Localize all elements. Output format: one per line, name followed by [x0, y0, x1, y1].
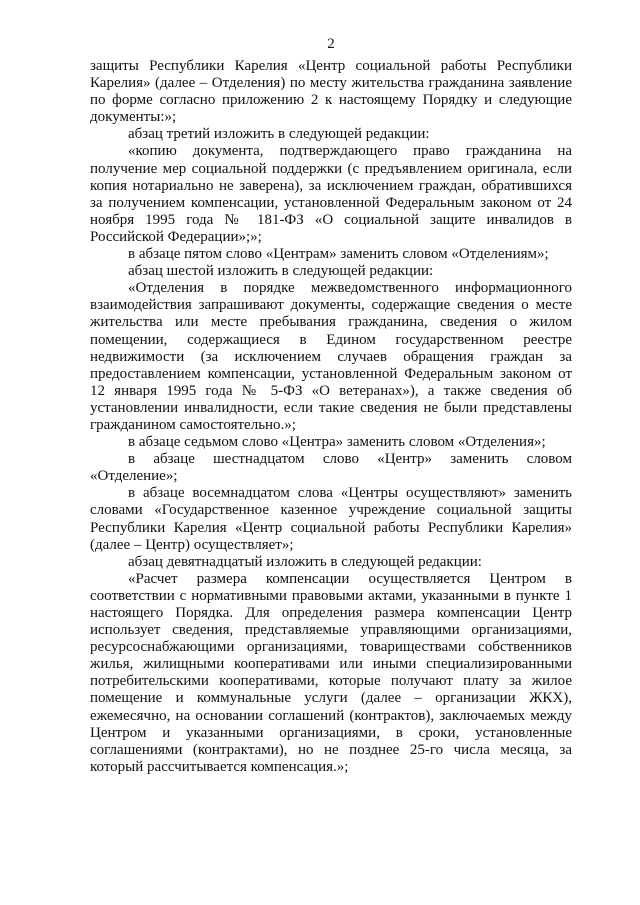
paragraph: защиты Республики Карелия «Центр социальной работы Республики Карелия» (далее – Отделения) по месту жительства гражданина заявление по форме согласно приложению 2 к настоящему Порядку и следующие документы:»; — [90, 58, 572, 126]
paragraph: «копию документа, подтверждающего право гражданина на получение мер социальной поддержки (с предъявлением оригинала, если копия нотариально не заверена), за исключением граждан, обратившихся за получением компенсации, установленной Федеральным законом от 24 ноября 1995 года № 181-ФЗ «О социальной защите инвалидов в Российской Федерации»;»; — [90, 143, 572, 245]
paragraph: в абзаце восемнадцатом слова «Центры осуществляют» заменить словами «Государственное казенное учреждение социальной защиты Республики Карелия «Центр социальной работы Республики Карелия» (далее – Центр) осуществляет»; — [90, 485, 572, 553]
document-body — [90, 58, 572, 776]
paragraph: абзац девятнадцатый изложить в следующей редакции: — [128, 553, 482, 570]
paragraph: в абзаце шестнадцатом слово «Центр» заменить словом «Отделение»; — [90, 451, 572, 485]
paragraph: в абзаце пятом слово «Центрам» заменить словом «Отделениям»; — [128, 246, 549, 263]
page-number: 2 — [327, 36, 335, 52]
paragraph: абзац третий изложить в следующей редакции: — [128, 126, 430, 143]
paragraph: абзац шестой изложить в следующей редакции: — [128, 263, 434, 280]
paragraph: в абзаце седьмом слово «Центра» заменить словом «Отделения»; — [128, 434, 546, 451]
paragraph: «Отделения в порядке межведомственного информационного взаимодействия запрашивают документы, содержащие сведения о месте жительства или месте пребывания гражданина, сведения о жилом помещении, содержащиеся в Едином государственном реестре недвижимости (за исключением случаев обращения граждан за предоставлением компенсации, установленной Федеральным законом от 12 января 1995 года № 5-ФЗ «О ветеранах»), а также сведения об установлении инвалидности, если такие сведения не были представлены гражданином самостоятельно.»; — [90, 280, 572, 433]
document-page — [90, 36, 572, 776]
paragraph: «Расчет размера компенсации осуществляется Центром в соответствии с нормативными правовыми актами, указанными в пункте 1 настоящего Порядка. Для определения размера компенсации Центр использует сведения, представляемые управляющими организациями, ресурсоснабжающими организациями, товариществами собственников жилья, жилищными кооперативами или иными специализированными потребительскими кооперативами, которые получают плату за жилое помещение и коммунальные услуги (далее – организации ЖКХ), ежемесячно, на основании соглашений (контрактов), заключаемых между Центром и указанными организациями, в сроки, установленные соглашениями (контрактами), но не позднее 25-го числа месяца, за который рассчитывается компенсация.»; — [90, 570, 572, 775]
